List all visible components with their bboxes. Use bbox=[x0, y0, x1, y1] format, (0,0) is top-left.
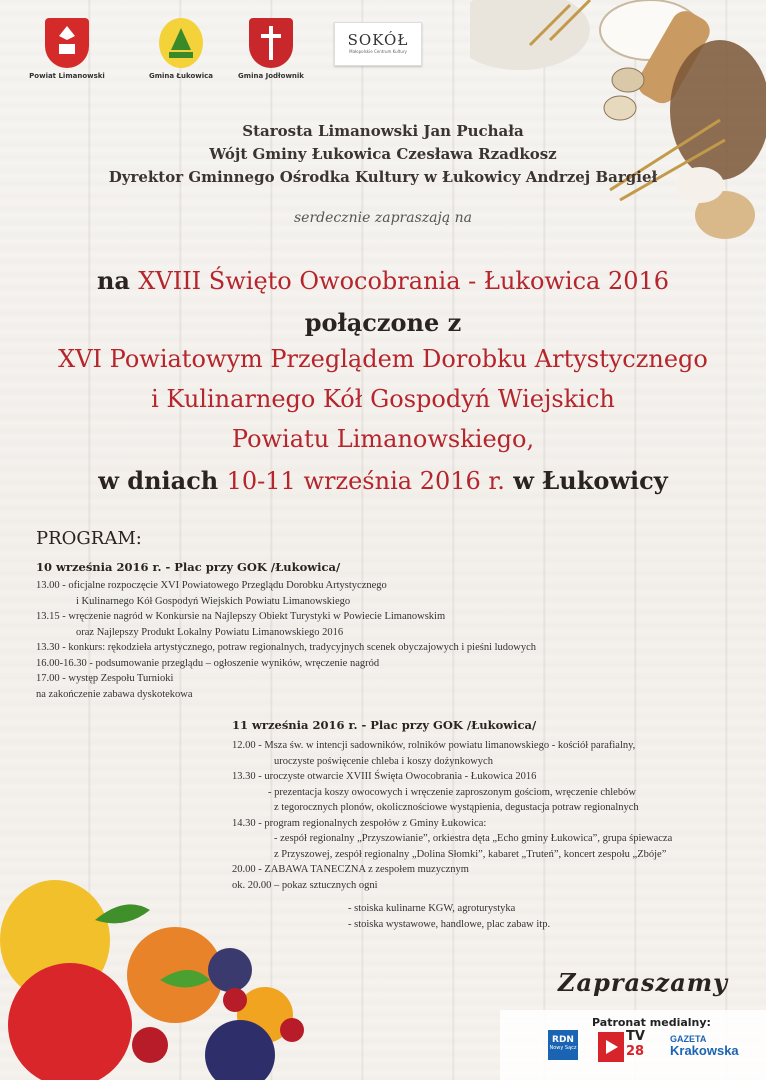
program-item: - stoiska wystawowe, handlowe, plac zabaw itp. bbox=[348, 918, 551, 930]
organizers bbox=[0, 120, 766, 189]
program-item: - stoiska kulinarne KGW, agroturystyka bbox=[348, 903, 516, 914]
patronat-label: Patronat medialny: bbox=[592, 1016, 711, 1029]
logo-caption: Gmina Łukowica bbox=[148, 72, 214, 80]
program-item: ok. 20.00 – pokaz sztucznych ogni bbox=[232, 879, 378, 891]
program-item: z tegorocznych plonów, okolicznościowe wystąpienia, degustacja potraw regionalnych bbox=[274, 802, 639, 813]
program-item: uroczyste poświęcenie chleba i koszy dożynkowych bbox=[274, 755, 493, 767]
headline-line-5: Powiatu Limanowskiego, bbox=[231, 425, 535, 453]
headline-line-1 bbox=[0, 262, 766, 300]
event-title: XVIII Święto Owocobrania - Łukowica 2016 bbox=[138, 267, 670, 295]
program-item: oraz Najlepszy Produkt Lokalny Powiatu Limanowskiego 2016 bbox=[76, 626, 344, 638]
program-item: i Kulinarnego Kół Gospodyń Wiejskich Powiatu Limanowskiego bbox=[76, 595, 351, 607]
rdn-sub: Nowy Sącz bbox=[549, 1045, 577, 1051]
cherry-icon bbox=[132, 1027, 168, 1063]
krakowska-word: Krakowska bbox=[670, 1043, 739, 1058]
coat-of-arms-icon bbox=[45, 18, 89, 68]
day2-header: 11 września 2016 r. - Plac przy GOK /Łukowica/ bbox=[232, 718, 537, 732]
program-item: 20.00 - ZABAWA TANECZNA z zespołem muzycznym bbox=[232, 864, 469, 875]
organizer-line: Dyrektor Gminnego Ośrodka Kultury w Łukowicy Andrzej Bargieł bbox=[108, 168, 658, 186]
program-item: 13.00 - oficjalne rozpoczęcie XVI Powiatowego Przeglądu Dorobku Artystycznego bbox=[36, 580, 387, 591]
play-icon bbox=[598, 1032, 624, 1062]
day1-header: 10 września 2016 r. - Plac przy GOK /Łukowica/ bbox=[36, 560, 341, 574]
sokol-logo bbox=[334, 22, 422, 66]
program-item: 12.00 - Msza św. w intencji sadowników, rolników powiatu limanowskiego - kościół parafialny, bbox=[232, 740, 636, 751]
sokol-subtitle: Małopolskie Centrum Kultury bbox=[349, 49, 407, 54]
tv28-logo bbox=[598, 1030, 654, 1064]
gazeta-krakowska-logo bbox=[670, 1034, 739, 1058]
date-prefix: w dniach bbox=[98, 466, 219, 495]
day2-items bbox=[232, 738, 672, 932]
closing-invite: Zapraszamy bbox=[558, 968, 729, 997]
rdn-name: RDN bbox=[552, 1035, 574, 1045]
gmina-emblem-icon bbox=[159, 18, 203, 68]
rdn-logo bbox=[548, 1030, 578, 1060]
tv-number: 28 bbox=[626, 1044, 645, 1059]
headline-line-6 bbox=[0, 462, 766, 500]
headline-line-2: połączone z bbox=[304, 308, 462, 337]
organizer-line: Wójt Gminy Łukowica Czesława Rzadkosz bbox=[209, 145, 557, 163]
program-item: 17.00 - występ Zespołu Turnioki bbox=[36, 673, 174, 684]
program-item: na zakończenie zabawa dyskotekowa bbox=[36, 688, 193, 700]
coat-of-arms-icon bbox=[249, 18, 293, 68]
program-item: - zespół regionalny „Przyszowianie”, orkiestra dęta „Echo gminy Łukowica”, grupa śpiewacza bbox=[274, 833, 673, 844]
program-title: PROGRAM: bbox=[36, 528, 142, 549]
tv-label: TV bbox=[626, 1029, 645, 1044]
program-item: 16.00-16.30 - podsumowanie przeglądu – ogłoszenie wyników, wręczenie nagród bbox=[36, 657, 380, 669]
leaf-icon bbox=[95, 904, 150, 923]
logo-powiat-limanowski bbox=[22, 18, 112, 80]
invite-text: serdecznie zapraszają na bbox=[294, 210, 472, 226]
gazeta-word: GAZETA bbox=[670, 1034, 707, 1044]
sokol-title: SOKÓŁ bbox=[347, 31, 409, 49]
program-item: 13.30 - uroczyste otwarcie XVIII Święta Owocobrania - Łukowica 2016 bbox=[232, 771, 537, 782]
organizer-line: Starosta Limanowski Jan Puchała bbox=[242, 122, 524, 140]
headline-prefix: na bbox=[96, 266, 130, 295]
plum-icon bbox=[208, 948, 252, 992]
egg-icon bbox=[612, 68, 644, 92]
flour-bowl bbox=[470, 0, 590, 70]
event-location: w Łukowicy bbox=[513, 466, 668, 495]
cherry-icon bbox=[223, 988, 247, 1012]
program-item: z Przyszowej, zespół regionalny „Dolina Słomki”, kabaret „Truteń”, koncert zespołu „Zbóje” bbox=[274, 848, 667, 860]
logo-gmina-lukowica bbox=[136, 18, 226, 80]
program-item: 13.30 - konkurs: rękodzieła artystycznego, potraw regionalnych, tradycyjnych scenek obyczajowych i pieśni ludowych bbox=[36, 642, 537, 653]
cherry-icon bbox=[280, 1018, 304, 1042]
program-item: 13.15 - wręczenie nagród w Konkursie na Najlepszy Obiekt Turystyki w Powiecie Limanowskim bbox=[36, 611, 446, 622]
logo-caption: Gmina Jodłownik bbox=[238, 72, 304, 80]
headline-line-4: i Kulinarnego Kół Gospodyń Wiejskich bbox=[151, 385, 615, 413]
program-item: 14.30 - program regionalnych zespołów z Gminy Łukowica: bbox=[232, 817, 487, 829]
egg-icon bbox=[604, 96, 636, 120]
event-dates: 10-11 września 2016 r. bbox=[226, 467, 505, 495]
day1-items bbox=[36, 578, 536, 702]
program-item: - prezentacja koszy owocowych i wręczenie zaproszonym gościom, wręczenie chlebów bbox=[268, 786, 636, 798]
headline-line-3: XVI Powiatowym Przeglądem Dorobku Artystycznego bbox=[58, 345, 708, 373]
logo-gmina-jodlownik bbox=[226, 18, 316, 80]
logo-caption: Powiat Limanowski bbox=[29, 72, 105, 80]
